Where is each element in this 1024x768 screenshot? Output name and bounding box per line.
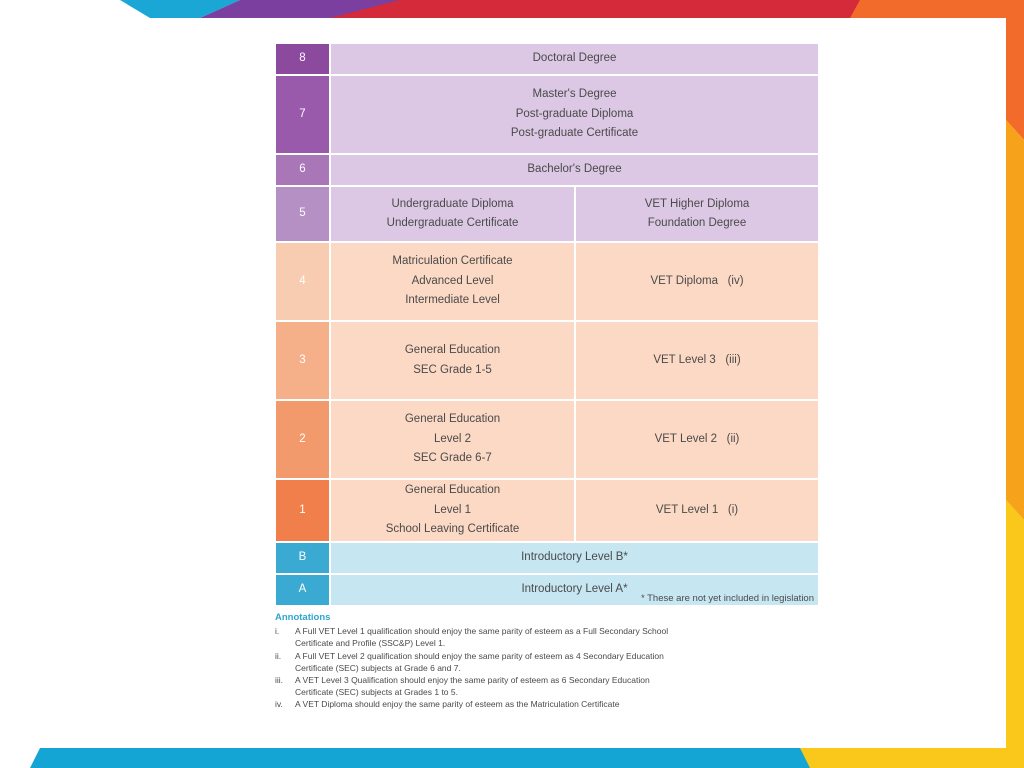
level-4-number: 4 bbox=[276, 243, 329, 320]
annotations-section bbox=[275, 612, 675, 711]
annotation-text: A VET Level 3 Qualification should enjoy the same parity of esteem as 6 Secondary Education Certificate (SEC) subjects at Grades 1 to 5. bbox=[295, 675, 650, 698]
annotation-text: A VET Diploma should enjoy the same parity of esteem as the Matriculation Certificate bbox=[295, 699, 620, 710]
level-8-number: 8 bbox=[276, 44, 329, 74]
legislation-footnote: * These are not yet included in legislation bbox=[640, 593, 814, 604]
annotation-marker: iv. bbox=[275, 699, 283, 710]
level-4-general-qualifications: Matriculation Certificate Advanced Level Intermediate Level bbox=[331, 243, 574, 320]
annotation-item bbox=[275, 650, 675, 674]
annotation-item bbox=[275, 698, 675, 710]
level-b-qualifications: Introductory Level B* bbox=[331, 543, 818, 573]
level-b-number: B bbox=[276, 543, 329, 573]
level-1-vet-qualifications: VET Level 1 (i) bbox=[576, 480, 818, 541]
level-5-general-qualifications: Undergraduate Diploma Undergraduate Certificate bbox=[331, 187, 574, 241]
annotation-marker: i. bbox=[275, 626, 280, 637]
annotation-item bbox=[275, 674, 675, 698]
level-5-number: 5 bbox=[276, 187, 329, 241]
annotation-marker: iii. bbox=[275, 675, 284, 686]
level-3-general-qualifications: General Education SEC Grade 1-5 bbox=[331, 322, 574, 399]
level-2-vet-qualifications: VET Level 2 (ii) bbox=[576, 401, 818, 478]
level-2-general-qualifications: General Education Level 2 SEC Grade 6-7 bbox=[331, 401, 574, 478]
level-4-vet-qualifications: VET Diploma (iv) bbox=[576, 243, 818, 320]
level-1-general-qualifications: General Education Level 1 School Leaving Certificate bbox=[331, 480, 574, 541]
level-3-number: 3 bbox=[276, 322, 329, 399]
level-2-number: 2 bbox=[276, 401, 329, 478]
level-6-number: 6 bbox=[276, 155, 329, 185]
level-5-vet-qualifications: VET Higher Diploma Foundation Degree bbox=[576, 187, 818, 241]
level-6-qualifications: Bachelor's Degree bbox=[331, 155, 818, 185]
level-a-number: A bbox=[276, 575, 329, 605]
level-7-qualifications: Master's Degree Post-graduate Diploma Post-graduate Certificate bbox=[331, 76, 818, 153]
level-3-vet-qualifications: VET Level 3 (iii) bbox=[576, 322, 818, 399]
qualifications-framework-table bbox=[276, 44, 814, 605]
annotation-text: A Full VET Level 1 qualification should enjoy the same parity of esteem as a Full Secondary School Certificate and Profile (SSC&P) Level 1. bbox=[295, 626, 669, 649]
annotation-text: A Full VET Level 2 qualification should enjoy the same parity of esteem as 4 Secondary Education Certificate (SEC) subjects at Grade 6 and 7. bbox=[295, 650, 664, 673]
level-7-number: 7 bbox=[276, 76, 329, 153]
annotation-marker: ii. bbox=[275, 650, 282, 661]
level-a-qualifications: Introductory Level A* bbox=[331, 575, 818, 605]
annotation-item bbox=[275, 625, 675, 649]
level-8-qualifications: Doctoral Degree bbox=[331, 44, 818, 74]
level-1-number: 1 bbox=[276, 480, 329, 541]
annotations-title: Annotations bbox=[275, 612, 331, 623]
